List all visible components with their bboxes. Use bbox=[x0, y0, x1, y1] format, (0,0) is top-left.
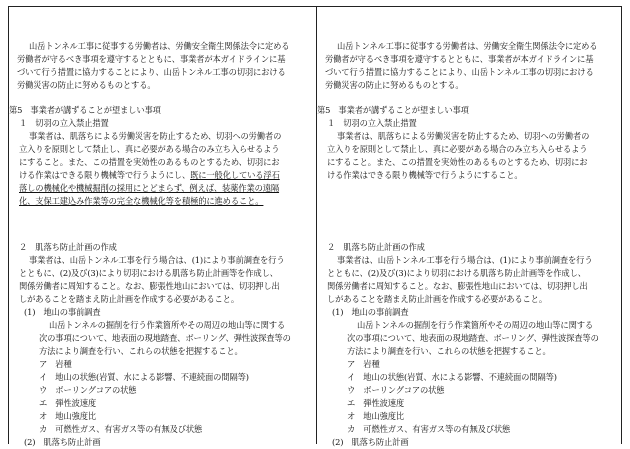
body-line: にすること。また、この措置を実効性のあるものとするため、切羽にお bbox=[327, 157, 588, 167]
body-line: 事業者は、山岳トンネル工事を行う場合は、(1)により事前調査を行う bbox=[29, 255, 285, 265]
body-line: しがあることを踏まえ防止計画を作成する必要があること。 bbox=[327, 294, 547, 304]
intro-line: 労働災害の防止に努めるものとする。 bbox=[325, 80, 464, 90]
list-item: ウ ボーリングコアの状態 bbox=[347, 385, 445, 395]
list-item: オ 地山強度比 bbox=[347, 411, 405, 421]
list-item: ア 岩種 bbox=[347, 359, 380, 369]
body-line: 山岳トンネルの掘削を行う作業箇所やその周辺の地山等に関する bbox=[49, 320, 286, 330]
body-line: 次の事項について、地表面の現地踏査、ボーリング、弾性波探査等の bbox=[39, 333, 291, 343]
amended-line: 化、支保工建込み作業等の完全な機械化等を積極的に進めること。 bbox=[19, 196, 264, 206]
list-item: エ 弾性波速度 bbox=[39, 398, 97, 408]
subsection-heading: (2) 肌落ち防止計画 bbox=[24, 437, 101, 447]
body-line: 立入りを原則として禁止し、真に必要がある場合のみ立ち入らせるよう bbox=[19, 144, 280, 154]
list-item: エ 弾性波速度 bbox=[347, 398, 405, 408]
list-item: イ 地山の状態(岩質、水による影響、不連続面の間隔等) bbox=[39, 372, 249, 382]
section-heading: 第5 事業者が講ずることが望ましい事項 bbox=[9, 105, 161, 115]
intro-line: 労働者が守るべき事項を遵守するとともに、事業者が本ガイドラインに基 bbox=[17, 54, 286, 64]
body-line: 立入りを原則として禁止し、真に必要がある場合のみ立ち入らせるよう bbox=[327, 144, 588, 154]
body-line: しがあることを踏まえ防止計画を作成する必要があること。 bbox=[19, 294, 239, 304]
body-line: 方法により調査を行い、これらの状態を把握すること。 bbox=[347, 346, 551, 356]
intro-line: づいて行う措置に協力することにより、山岳トンネル工事の切羽における bbox=[325, 67, 594, 77]
intro-line: 労働者が守るべき事項を遵守するとともに、事業者が本ガイドラインに基 bbox=[325, 54, 594, 64]
body-line bbox=[19, 169, 280, 182]
list-item: カ 可燃性ガス、有害ガス等の有無及び状態 bbox=[347, 424, 511, 434]
body-line: 方法により調査を行い、これらの状態を把握すること。 bbox=[39, 346, 243, 356]
amended-line: 落しの機械化や機械掘削の採用にとどまらず、例えば、装薬作業の遠隔 bbox=[19, 183, 280, 193]
item-heading: １ 切羽の立入禁止措置 bbox=[327, 118, 417, 128]
intro-line: 労働災害の防止に努めるものとする。 bbox=[17, 80, 156, 90]
body-line: 関係労働者に周知すること。なお、膨張性地山においては、切羽押し出 bbox=[327, 281, 588, 291]
body-line: とともに、(2)及び(3)により切羽における肌落ち防止計画等を作成し、 bbox=[327, 268, 586, 278]
section-heading: 第5 事業者が講ずることが望ましい事項 bbox=[317, 105, 469, 115]
list-item: イ 地山の状態(岩質、水による影響、不連続面の間隔等) bbox=[347, 372, 557, 382]
body-line: 関係労働者に周知すること。なお、膨張性地山においては、切羽押し出 bbox=[19, 281, 280, 291]
body-line: 山岳トンネルの掘削を行う作業箇所やその周辺の地山等に関する bbox=[357, 320, 594, 330]
subsection-heading: (1) 地山の事前調査 bbox=[24, 307, 101, 317]
item-heading: ２ 肌落ち防止計画の作成 bbox=[327, 242, 425, 252]
subsection-heading: (2) 肌落ち防止計画 bbox=[332, 437, 409, 447]
item-heading: １ 切羽の立入禁止措置 bbox=[19, 118, 109, 128]
intro-line: 山岳トンネル工事に従事する労働者は、労働安全衛生関係法令に定める bbox=[29, 41, 290, 51]
intro-line: 山岳トンネル工事に従事する労働者は、労働安全衛生関係法令に定める bbox=[337, 41, 598, 51]
revised-column bbox=[9, 7, 307, 447]
list-item: オ 地山強度比 bbox=[39, 411, 97, 421]
body-line: 事業者は、肌落ちによる労働災害を防止するため、切羽への労働者の bbox=[29, 131, 282, 141]
intro-line: づいて行う措置に協力することにより、山岳トンネル工事の切羽における bbox=[17, 67, 286, 77]
body-line: 次の事項について、地表面の現地踏査、ボーリング、弾性波探査等の bbox=[347, 333, 599, 343]
body-line: ける作業はできる限り機械等で行うようにすること。 bbox=[327, 170, 523, 180]
body-line: とともに、(2)及び(3)により切羽における肌落ち防止計画等を作成し、 bbox=[19, 268, 278, 278]
comparison-table bbox=[8, 6, 622, 447]
body-line: 事業者は、肌落ちによる労働災害を防止するため、切羽への労働者の bbox=[337, 131, 590, 141]
list-item: カ 可燃性ガス、有害ガス等の有無及び状態 bbox=[39, 424, 203, 434]
list-item: ウ ボーリングコアの状態 bbox=[39, 385, 137, 395]
body-line: にすること。また、この措置を実効性のあるものとするため、切羽にお bbox=[19, 157, 280, 167]
subsection-heading: (1) 地山の事前調査 bbox=[332, 307, 409, 317]
amended-text: 既に一般化している浮石 bbox=[190, 170, 280, 180]
body-text: ける作業はできる限り機械等で行うようにし、 bbox=[19, 170, 191, 180]
body-line: 事業者は、山岳トンネル工事を行う場合は、(1)により事前調査を行う bbox=[337, 255, 593, 265]
list-item: ア 岩種 bbox=[39, 359, 72, 369]
original-column bbox=[317, 7, 615, 447]
item-heading: ２ 肌落ち防止計画の作成 bbox=[19, 242, 117, 252]
